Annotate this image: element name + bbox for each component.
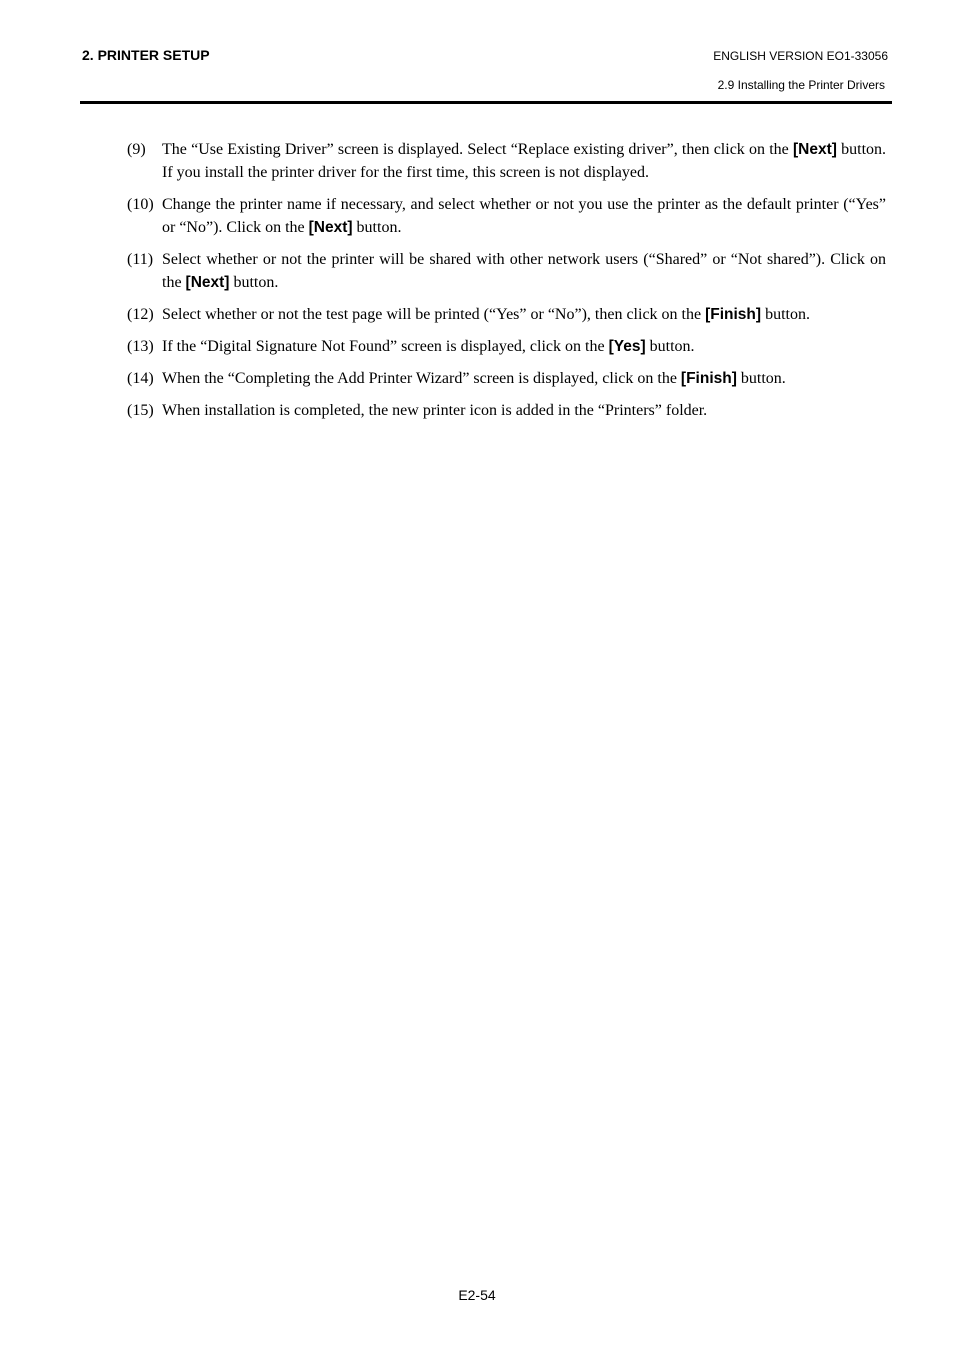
step-text <box>162 303 886 326</box>
subsection-title: 2.9 Installing the Printer Drivers <box>717 78 885 92</box>
step-item <box>127 138 886 184</box>
header-divider <box>80 101 892 104</box>
step-number: (15) <box>127 402 154 419</box>
step-list <box>127 138 886 431</box>
step-text-segment: Select whether or not the test page will be printed (“Yes” or “No”), then click on the <box>162 306 706 323</box>
button-reference: [Next] <box>308 219 353 236</box>
step-item <box>127 335 886 358</box>
button-reference: [Finish] <box>705 306 762 323</box>
step-text <box>162 248 886 294</box>
step-text <box>162 399 886 422</box>
step-number: (14) <box>127 370 154 387</box>
step-text-segment: When the “Completing the Add Printer Wizard” screen is displayed, click on the <box>162 370 681 387</box>
step-number: (10) <box>127 196 154 213</box>
step-text-segment: The “Use Existing Driver” screen is displayed. Select “Replace existing driver”, then click on the <box>162 141 793 158</box>
step-text-segment: When installation is completed, the new printer icon is added in the “Printers” folder. <box>162 402 708 419</box>
step-number: (12) <box>127 306 154 323</box>
button-reference: [Yes] <box>608 338 646 355</box>
step-item <box>127 367 886 390</box>
step-number: (9) <box>127 141 146 158</box>
step-text-segment: Change the printer name if necessary, and select whether or not you use the printer as the default printer (“Yes” or “No”). Click on the <box>162 196 886 236</box>
step-text-segment: Select whether or not the printer will be shared with other network users (“Shared” or “Not shared”). Click on the <box>162 251 886 291</box>
step-text <box>162 335 886 358</box>
step-item <box>127 399 886 422</box>
step-text-segment: button. <box>736 370 786 387</box>
step-item <box>127 303 886 326</box>
step-item <box>127 248 886 294</box>
step-item <box>127 193 886 239</box>
version-label: ENGLISH VERSION EO1-33056 <box>713 49 888 63</box>
step-number: (11) <box>127 251 154 268</box>
step-number: (13) <box>127 338 154 355</box>
step-text <box>162 193 886 239</box>
button-reference: [Next] <box>185 274 230 291</box>
step-text <box>162 138 886 184</box>
step-text-segment: button. <box>352 219 402 236</box>
step-text-segment: button. <box>645 338 695 355</box>
section-title: 2. PRINTER SETUP <box>82 47 210 63</box>
step-text <box>162 367 886 390</box>
button-reference: [Next] <box>792 141 837 158</box>
step-text-segment: button. If you install the printer driver for the first time, this screen is not displayed. <box>162 141 887 181</box>
button-reference: [Finish] <box>680 370 737 387</box>
step-text-segment: button. <box>761 306 810 323</box>
step-text-segment: If the “Digital Signature Not Found” screen is displayed, click on the <box>162 338 609 355</box>
step-text-segment: button. <box>229 274 279 291</box>
page-number: E2-54 <box>458 1287 496 1303</box>
